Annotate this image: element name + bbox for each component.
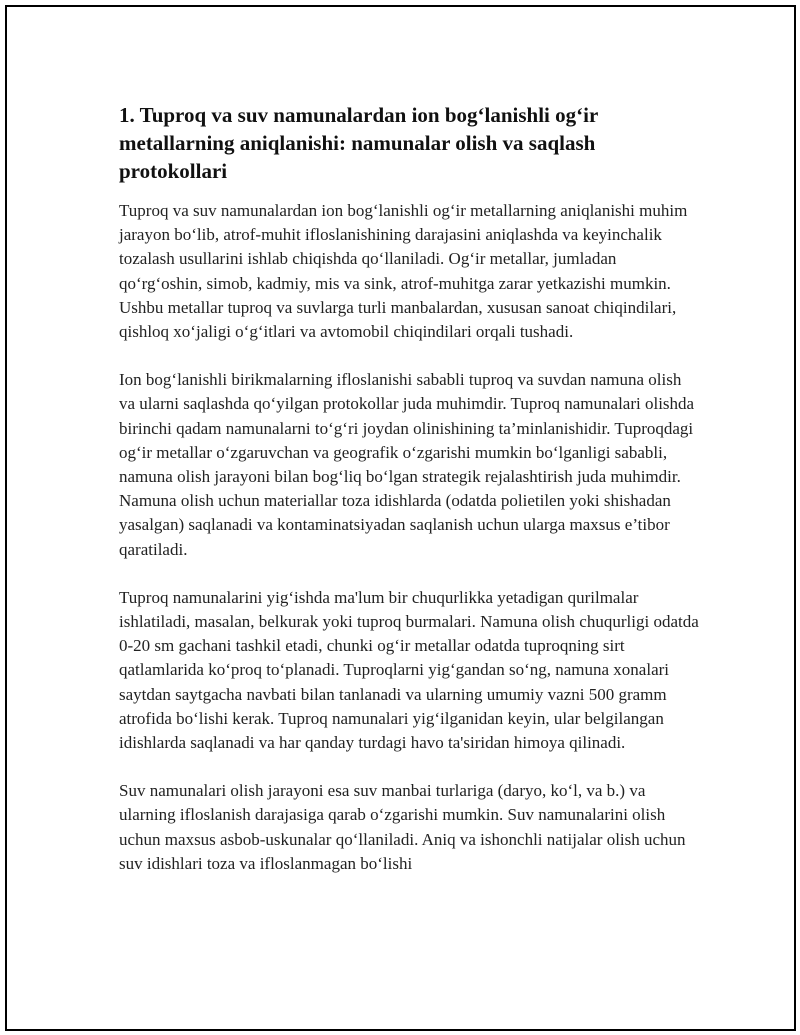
section-title: 1. Tuproq va suv namunalardan ion bog‘lanishli og‘ir metallarning aniqlanishi: namunalar olish va saqlash protokollari [119,103,598,183]
paragraph-intro: Tuproq va suv namunalardan ion bog‘lanishli og‘ir metallarning aniqlanishi muhim jarayon bo‘lib, atrof-muhit ifloslanishining darajasini aniqlashda va keyinchalik tozalash usullarini ishlab chiqishda qo‘llaniladi. Og‘ir metallar, jumladan qo‘rg‘oshin, simob, kadmiy, mis va sink, atrof-muhitga zarar yetkazishi mumkin. Ushbu metallar tuproq va suvlarga turli manbalardan, xususan sanoat chiqindilari, qishloq xo‘jaligi o‘g‘itlari va avtomobil chiqindilari orqali tushadi. [119,201,688,342]
paragraph-water-sampling: Suv namunalari olish jarayoni esa suv manbai turlariga (daryo, ko‘l, va b.) va ularning ifloslanish darajasiga qarab o‘zgarishi mumkin. Suv namunalarini olish uchun maxsus asbob-uskunalar qo‘llaniladi. Aniq va ishonchli natijalar olish uchun suv idishlari toza va ifloslanmagan bo‘lishi [119,781,686,873]
paragraph-soil-collection: Tuproq namunalarini yig‘ishda ma'lum bir chuqurlikka yetadigan qurilmalar ishlatiladi, masalan, belkurak yoki tuproq burmalari. Namuna olish chuqurligi odatda 0-20 sm gachani tashkil etadi, chunki og‘ir metallar odatda tuproqning sirt qatlamlarida ko‘proq to‘planadi. Tuproqlarni yig‘gandan so‘ng, namuna xonalari saytdan saytgacha navbati bilan tanlanadi va ularning umumiy vazni 500 gramm atrofida bo‘lishi kerak. Tuproq namunalari yig‘ilganidan keyin, ular belgilangan idishlarda saqlanadi va har qanday turdagi havo ta'siridan himoya qilinadi. [119,587,699,753]
document-page [5,5,796,1031]
document-body [119,101,699,900]
paragraph-sampling-protocols: Ion bog‘lanishli birikmalarning ifloslanishi sababli tuproq va suvdan namuna olish va ularni saqlashda qo‘yilgan protokollar juda muhimdir. Tuproq namunalari olishda birinchi qadam namunalarni to‘g‘ri joydan olinishining ta’minlanishidir. Tuproqdagi og‘ir metallar o‘zgaruvchan va geografik o‘zgarishi mumkin bo‘lganligi sababli, namuna olish jarayoni bilan bog‘liq bo‘lgan strategik rejalashtirish juda muhimdir. Namuna olish uchun materiallar toza idishlarda (odatda polietilen yoki shishadan yasalgan) saqlanadi va kontaminatsiyadan saqlanish uchun ularga maxsus e’tibor qaratiladi. [119,370,695,559]
